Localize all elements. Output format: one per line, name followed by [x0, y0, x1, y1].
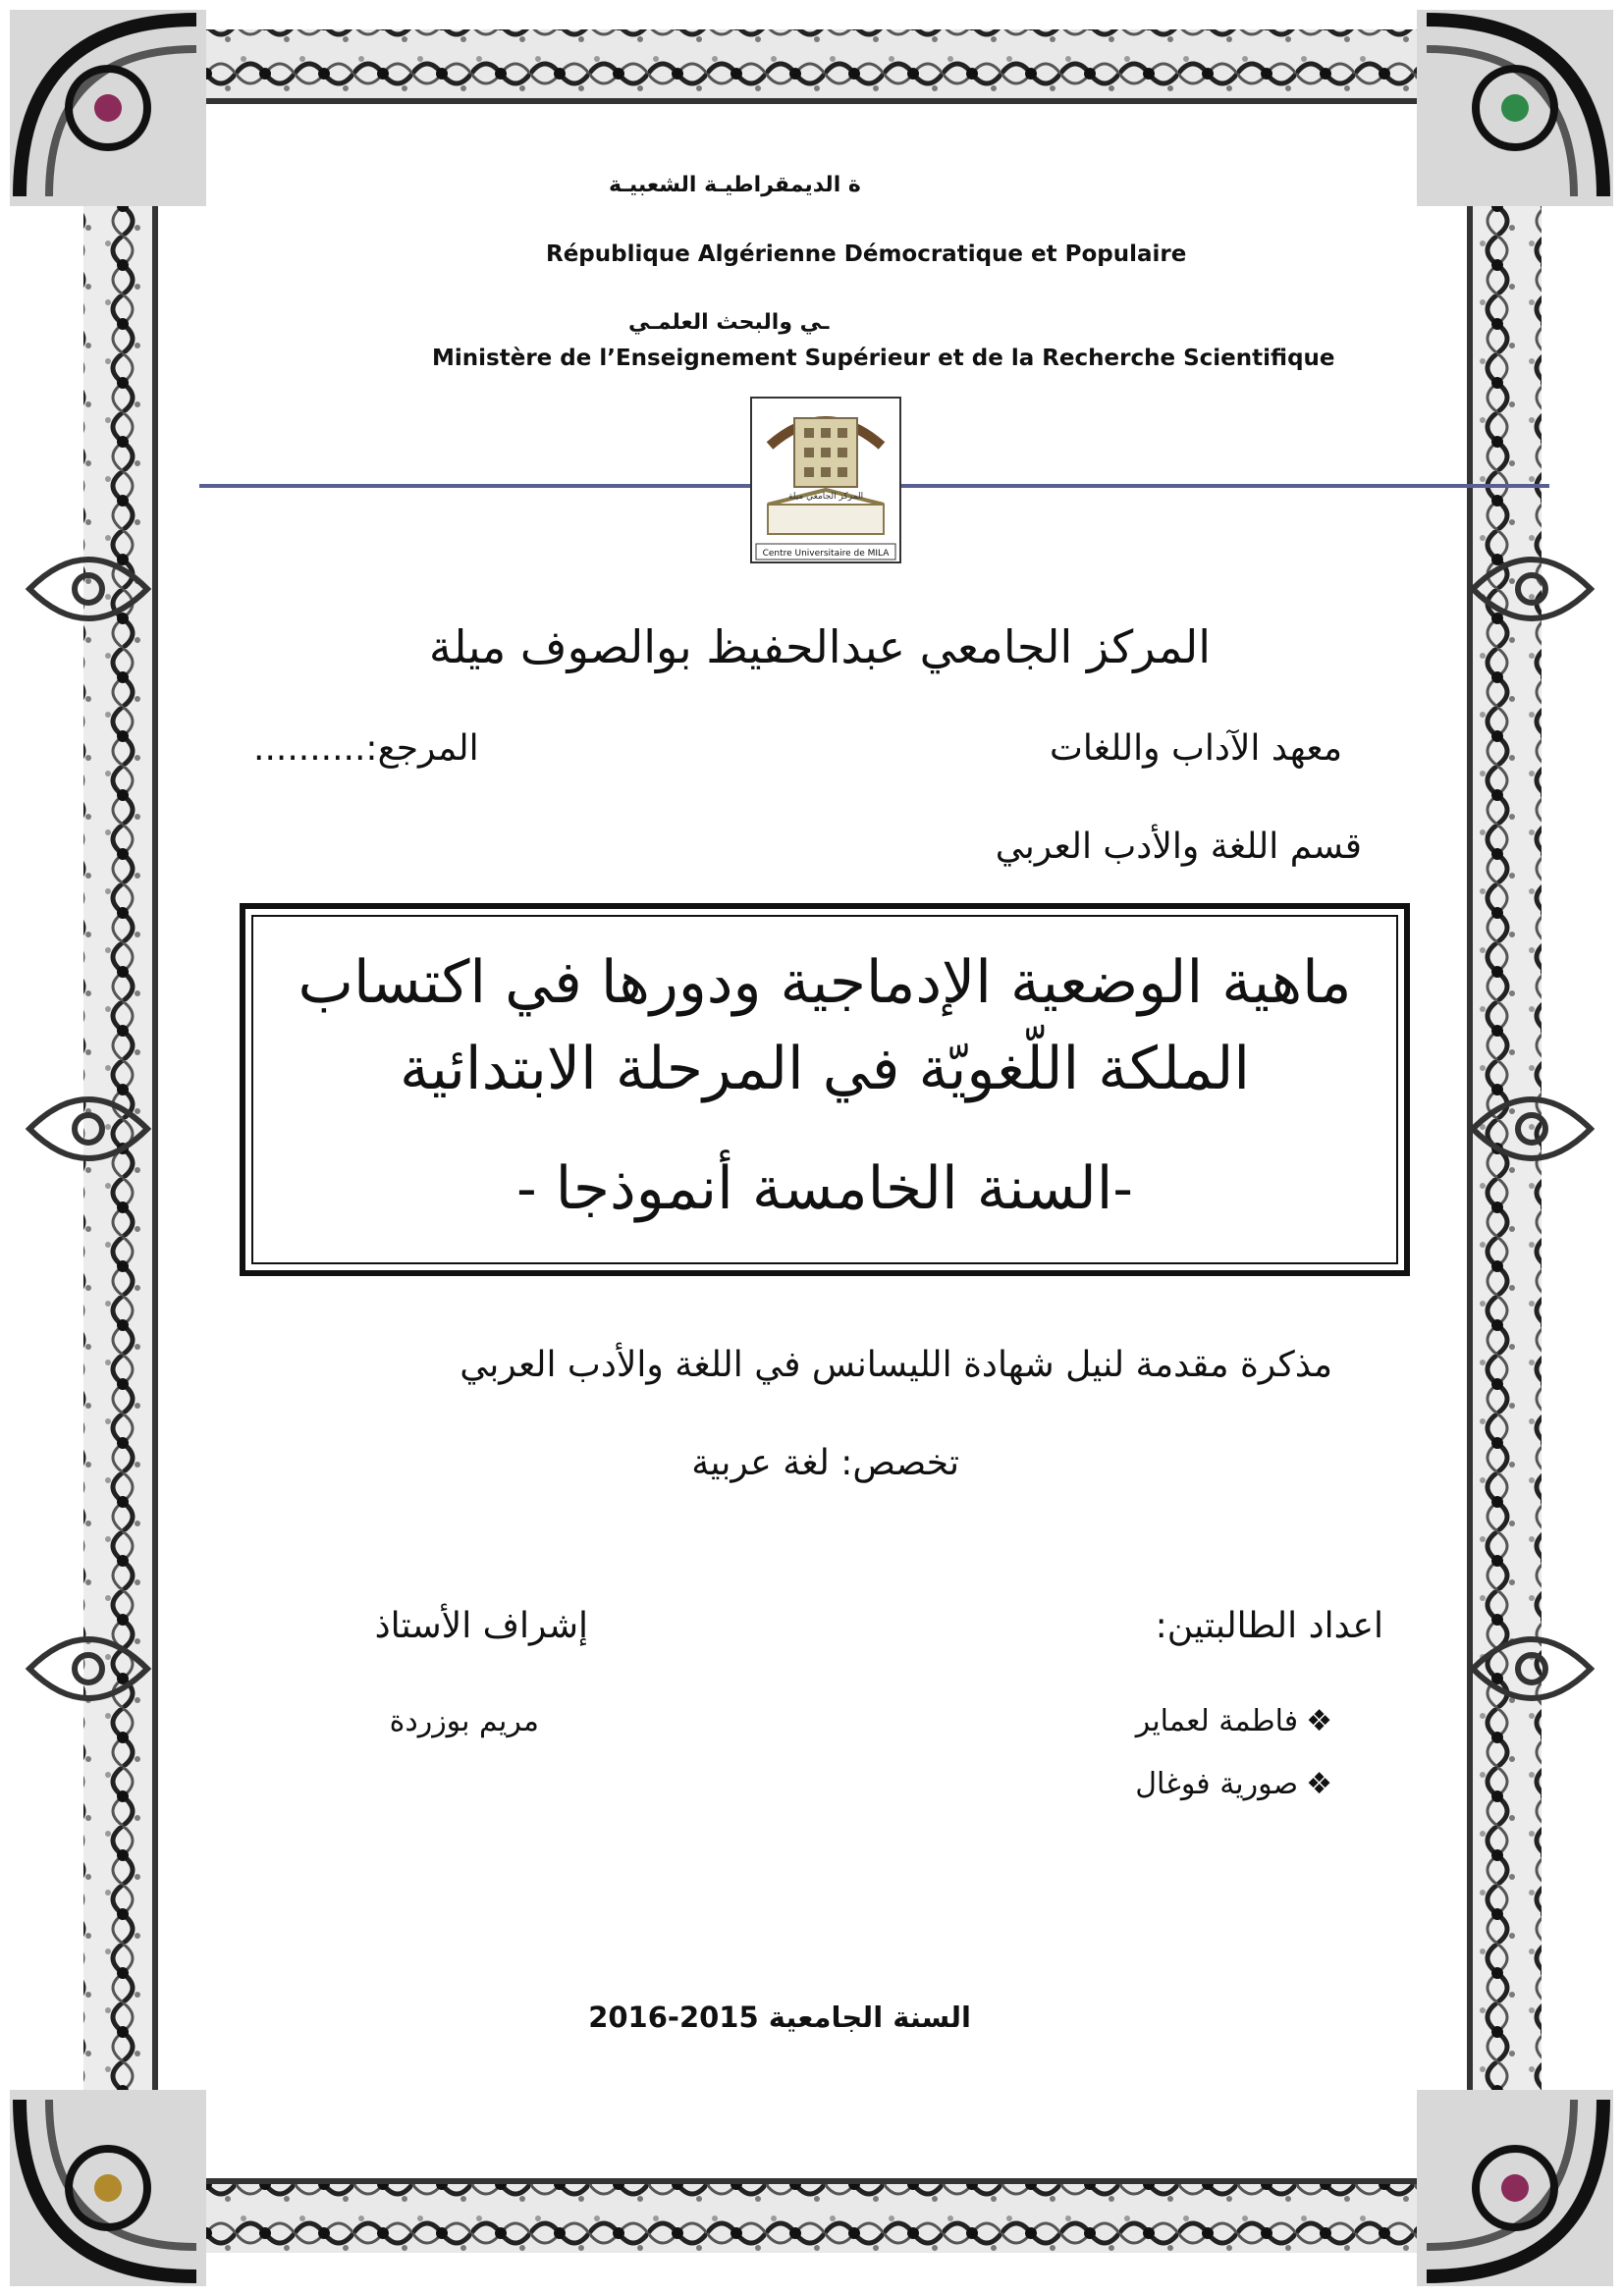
republic-french: République Algérienne Démocratique et Populaire — [546, 241, 1187, 267]
ministry-arabic: ـي والبحث العلمـي — [628, 310, 830, 335]
thesis-title-line-2: الملكة اللّغويّة في المرحلة الابتدائية — [399, 1035, 1251, 1103]
corner-ornament-tl — [10, 10, 206, 206]
corner-ornament-br — [1417, 2090, 1613, 2286]
border-left — [83, 157, 152, 2140]
left-flourishes — [29, 560, 147, 1698]
logo-inner-label: المركز الجامعي ميلة — [787, 492, 864, 502]
specialty: تخصص: لغة عربية — [691, 1443, 959, 1483]
thesis-title-box — [240, 903, 1410, 1276]
students-label: اعداد الطالبتين: — [1155, 1606, 1383, 1646]
ministry-french: Ministère de l’Enseignement Supérieur et de la Recherche Scientifique — [432, 346, 1335, 371]
reference-field: المرجع:.......... — [253, 728, 479, 769]
university-logo — [750, 397, 901, 563]
student-name-2: ❖صورية فوغال — [1135, 1767, 1332, 1801]
institute-name: معهد الآداب واللغات — [1050, 728, 1342, 769]
corner-ornament-bl — [10, 2090, 206, 2286]
student-name-1: ❖فاطمة لعماير — [1135, 1704, 1332, 1738]
thesis-purpose: مذكرة مقدمة لنيل شهادة الليسانس في اللغة والأدب العربي — [460, 1345, 1332, 1385]
logo-caption: Centre Universitaire de MILA — [762, 549, 890, 559]
university-center-name: المركز الجامعي عبدالحفيظ بوالصوف ميلة — [428, 620, 1211, 673]
border-top — [59, 29, 1561, 98]
department-name: قسم اللغة والأدب العربي — [995, 827, 1362, 867]
academic-year: السنة الجامعية 2015-2016 — [588, 2001, 971, 2034]
diamond-bullet-icon: ❖ — [1306, 1704, 1332, 1738]
diamond-bullet-icon: ❖ — [1306, 1767, 1332, 1801]
thesis-title-line-3: -السنة الخامسة أنموذجا - — [516, 1154, 1133, 1223]
thesis-title-line-1: ماهية الوضعية الإدماجية ودورها في اكتساب — [298, 948, 1352, 1017]
border-right — [1473, 157, 1542, 2140]
border-bottom — [59, 2184, 1561, 2253]
corner-ornament-tr — [1417, 10, 1613, 206]
right-flourishes — [1473, 560, 1591, 1698]
supervisor-label: إشراف الأستاذ — [374, 1606, 588, 1646]
republic-arabic: ة الديمقراطيـة الشعبيـة — [609, 173, 861, 197]
supervisor-name: مريم بوزردة — [389, 1704, 539, 1738]
